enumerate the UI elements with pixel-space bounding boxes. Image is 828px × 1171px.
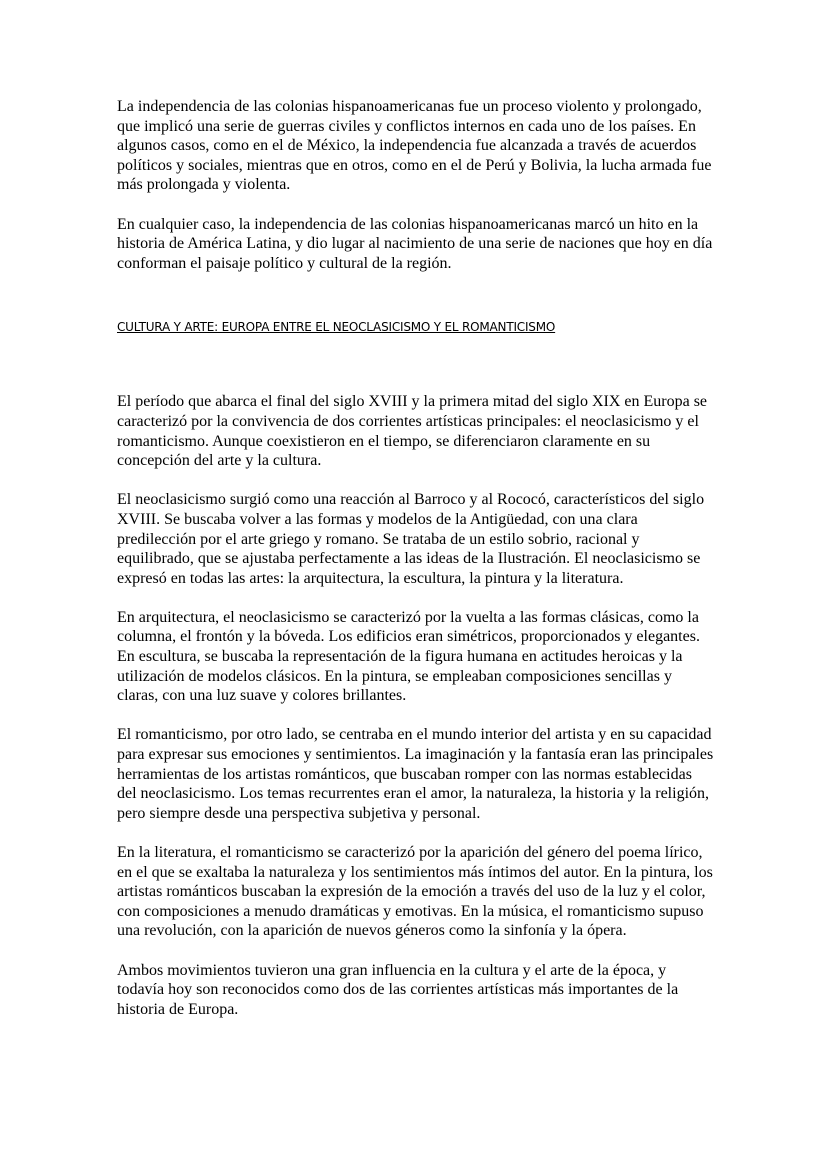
- paragraph-independence-legacy: En cualquier caso, la independencia de las colonias hispanoamericanas marcó un hito en la historia de América Latina, y dio lugar al nacimiento de una serie de naciones que hoy en día conforman el paisaje político y cultural de la región.: [117, 215, 713, 272]
- paragraph-conclusion: Ambos movimientos tuvieron una gran influencia en la cultura y el arte de la época, y todavía hoy son reconocidos como dos de las corrientes artísticas más importantes de la historia de Europa.: [117, 961, 679, 1018]
- paragraph-period-intro: El período que abarca el final del siglo XVIII y la primera mitad del siglo XIX en Europa se caracterizó por la convivencia de dos corrientes artísticas principales: el neoclasicismo y el romanticismo. Aunque coexistieron en el tiempo, se diferenciaron claramente en su concepción del arte y la cultura.: [117, 393, 708, 470]
- paragraph-romanticism: El romanticismo, por otro lado, se centraba en el mundo interior del artista y en su capacidad para expresar sus emociones y sentimientos. La imaginación y la fantasía eran las principales herramientas de los artistas románticos, que buscaban romper con las normas establecidas del neoclasicismo. Los temas recurrentes eran el amor, la naturaleza, la historia y la religión, pero siempre desde una perspectiva subjetiva y personal.: [117, 726, 714, 822]
- paragraph-neoclassical-arts: En arquitectura, el neoclasicismo se caracterizó por la vuelta a las formas clásicas, como la columna, el frontón y la bóveda. Los edificios eran simétricos, proporcionados y elegantes. En escultura, se buscaba la representación de la figura humana en actitudes heroicas y la utilización de modelos clásicos. En la pintura, se empleaban composiciones sencillas y claras, con una luz suave y colores brillantes.: [117, 608, 700, 705]
- paragraph-romantic-arts: En la literatura, el romanticismo se caracterizó por la aparición del género del poema lírico, en el que se exaltaba la naturaleza y los sentimientos más íntimos del autor. En la pintura, los artistas románticos buscaban la expresión de la emoción a través del uso de la luz y el color, con composiciones a menudo dramáticas y emotivas. En la música, el romanticismo supuso una revolución, con la aparición de nuevos géneros como la sinfonía y la ópera.: [117, 844, 713, 940]
- section-heading: CULTURA Y ARTE: EUROPA ENTRE EL NEOCLASICISMO Y EL ROMANTICISMO: [117, 320, 556, 335]
- paragraph-independence-process: La independencia de las colonias hispanoamericanas fue un proceso violento y prolongado, que implicó una serie de guerras civiles y conflictos internos en cada uno de los países. En algunos casos, como en el de México, la independencia fue alcanzada a través de acuerdos políticos y sociales, mientras que en otros, como en el de Perú y Bolivia, la lucha armada fue más prolongada y violenta.: [117, 98, 712, 194]
- paragraph-neoclassicism: El neoclasicismo surgió como una reacción al Barroco y al Rococó, característicos del siglo XVIII. Se buscaba volver a las formas y modelos de la Antigüedad, con una clara predilección por el arte griego y romano. Se trataba de un estilo sobrio, racional y equilibrado, que se ajustaba perfectamente a las ideas de la Ilustración. El neoclasicismo se expresó en todas las artes: la arquitectura, la escultura, la pintura y la literatura.: [117, 491, 705, 587]
- document-page: [117, 97, 715, 1019]
